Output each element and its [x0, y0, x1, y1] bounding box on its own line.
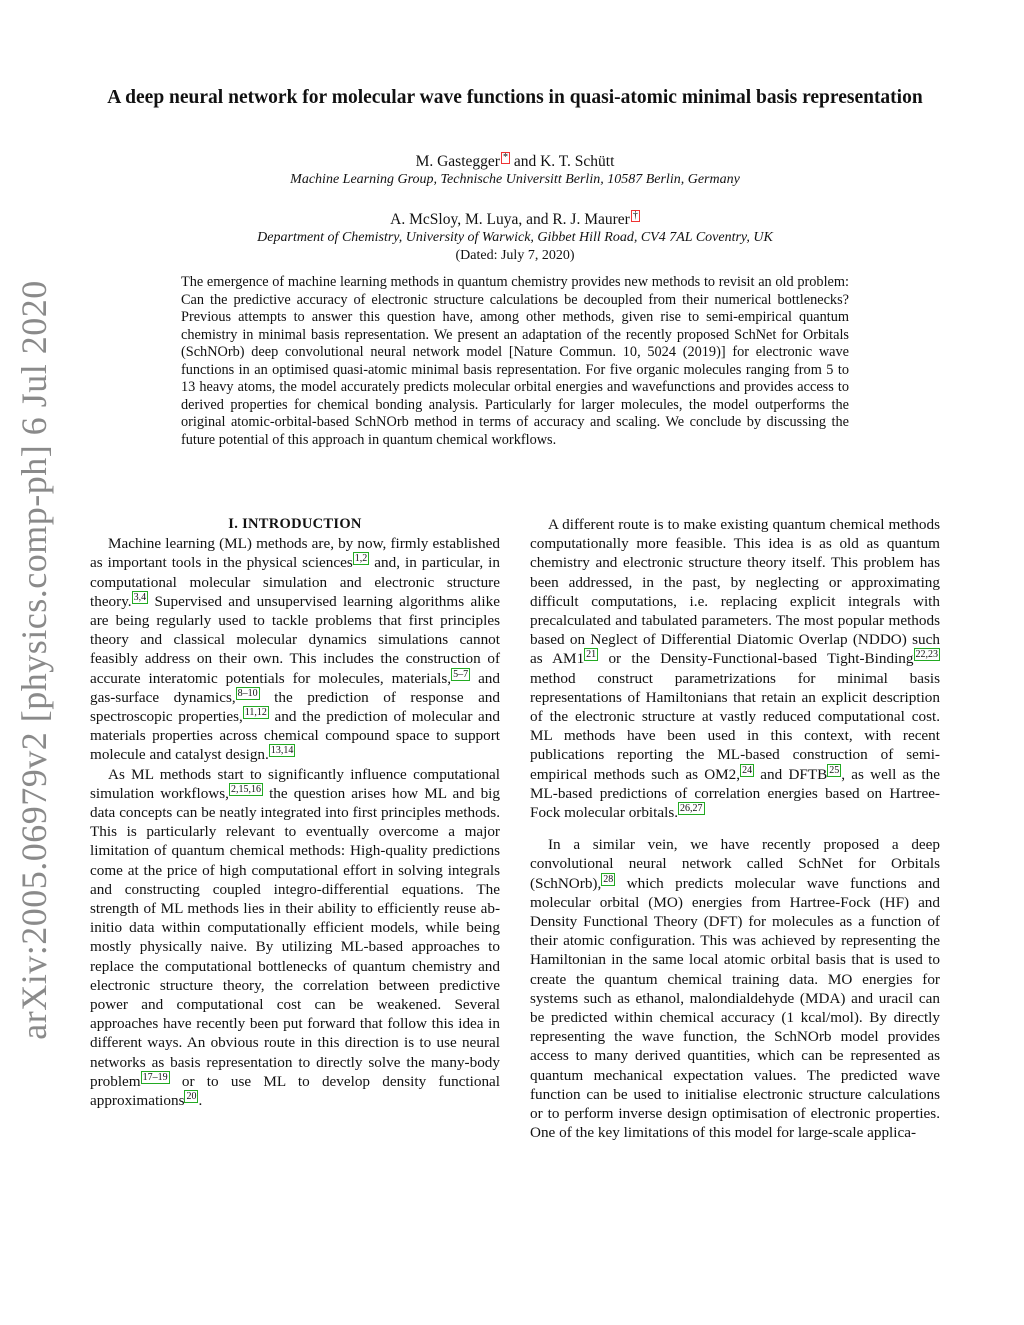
- paragraph: [90, 765, 500, 1111]
- paragraph-text: and the prediction of molecular and materials properties across chemical compound space to support molecule and catalyst design.: [90, 708, 500, 764]
- arxiv-stamp-text: arXiv:2005.06979v2 [physics.comp-ph] 6 Jul 2020: [14, 280, 54, 1040]
- affiliation-2: Department of Chemistry, University of Warwick, Gibbet Hill Road, CV4 7AL Coventry, UK: [257, 230, 773, 245]
- paragraph-text: , as well as the ML-based predictions of correlation energies based on Hartree-Fock molecular orbitals.: [530, 765, 940, 822]
- citation-link[interactable]: 28: [603, 873, 614, 885]
- citation-link[interactable]: 24: [742, 764, 753, 776]
- citation-link[interactable]: 11,12: [244, 706, 267, 718]
- footnote-marker-2[interactable]: †: [632, 210, 638, 221]
- paragraph-text: and DFTB: [754, 765, 828, 783]
- paragraph-text: As ML methods start to significantly influence computational simulation workflows,: [90, 765, 500, 802]
- citation-link[interactable]: 25: [829, 764, 840, 776]
- footnote-marker-1[interactable]: *: [502, 152, 508, 163]
- citation-link[interactable]: 22,23: [915, 649, 938, 661]
- author-gastegger: M. Gastegger: [415, 153, 500, 171]
- left-column: [90, 515, 500, 1110]
- citation-link[interactable]: 2,15,16: [230, 783, 261, 795]
- author-line-1: [90, 152, 940, 171]
- citation-link[interactable]: 20: [186, 1091, 197, 1103]
- affiliation-1: Machine Learning Group, Technische Universitt Berlin, 10587 Berlin, Germany: [290, 172, 740, 187]
- citation-link[interactable]: 13,14: [270, 745, 294, 757]
- date-line: (Dated: July 7, 2020): [455, 248, 575, 263]
- abstract: The emergence of machine learning methods in quantum chemistry provides new methods to revisit an old problem: Can the predictive accuracy of electronic structure calculations be decoupled from their numerical bottlenecks? Previous attempts to answer this question have, among other methods, given rise to semi-empirical quantum chemistry in minimal basis representation. We present an adaptation of the recently proposed SchNet for Orbitals (SchNOrb) deep convolutional neural network model [Nature Commun. 10, 5024 (2019)] for electronic wave functions in an optimised quasi-atomic minimal basis representation. For five organic molecules ranging from 5 to 13 heavy atoms, the model accurately predicts molecular orbital energies and wavefunctions and provides access to derived properties for chemical bonding analysis. Particularly for larger molecules, the model outperforms the original atomic-orbital-based SchNOrb method in terms of accuracy and scaling. We conclude by discussing the future potential of this approach in quantum chemical workflows.: [181, 274, 849, 448]
- paragraph-text: Machine learning (ML) methods are, by now, firmly established as important tools in the physical sciences: [90, 535, 500, 572]
- paragraph-text: or to use ML to develop density functional approximations: [90, 1072, 500, 1110]
- paragraph-text: .: [198, 1092, 203, 1110]
- citation-link[interactable]: 1,2: [354, 553, 368, 565]
- arxiv-stamp: [4, 280, 64, 1040]
- paragraph: [530, 515, 940, 822]
- paragraph-text: Supervised and unsupervised learning algorithms alike are being regularly used to tackle problems that first principles theory and classical molecular dynamics simulations cannot feasibly address on their own. This includes the construction of accurate interatomic potentials for molecules, materials,: [90, 592, 500, 687]
- paragraph-text: method construct parametrizations for minimal basis representations of Hamiltonians that retain an explicit description of the electronic structure at vastly reduced computational cost. ML methods have been used in this context, with recent publications reporting the ML-based construction of semi-empirical methods such as OM2,: [530, 669, 940, 783]
- paragraph-text: which predicts molecular wave functions and molecular orbital (MO) energies from Hartree-Fock (HF) and Density Functional Theory (DFT) for molecules as a function of their atomic configuration. This was achieved by representing the Hamiltonian in the same local atomic orbital basis that is used to create the quantum chemical training data. MO energies for systems such as ethanol, malondialdehyde (MDA) and uracil can be predicted within chemical accuracy (1 kcal/mol). By directly representing the wave function, the SchNOrb model provides access to many derived quantities, which can be represented as quantum mechanical expectation values. The predicted wave function can be used to initialise electronic structure calculations or to perform inverse design optimisation of electronic properties. One of the key limitations of this model for large-scale applica-: [530, 874, 940, 1142]
- paragraph-text: the prediction of response and spectroscopic properties,: [90, 688, 500, 726]
- citation-link[interactable]: 21: [586, 649, 597, 661]
- author-schuett: and K. T. Schütt: [509, 153, 615, 171]
- citation-link[interactable]: 5–7: [453, 668, 469, 680]
- paragraph-text: and gas-surface dynamics,: [90, 669, 500, 706]
- paper-title: A deep neural network for molecular wave functions in quasi-atomic minimal basis representation: [107, 87, 923, 108]
- paragraph: [90, 534, 500, 764]
- paragraph-text: or the Density-Functional-based Tight-Binding: [598, 650, 914, 668]
- citation-link[interactable]: 3,4: [133, 591, 147, 603]
- section-heading: I. INTRODUCTION: [228, 516, 362, 532]
- paragraph-text: A different route is to make existing quantum chemical methods computationally more feasible. This idea is as old as quantum chemistry and electronic structure theory itself. This problem has been addressed, in the past, by neglecting or approximating difficult computations, i.e. replacing explicit integrals with precalculated and tabulated parameters. The most popular methods based on Neglect of Differential Diatomic Overlap (NDDO) such as AM1: [530, 516, 940, 668]
- citation-link[interactable]: 8–10: [237, 687, 258, 699]
- paragraph-text: the question arises how ML and big data concepts can be neatly integrated into first principles methods. This is particularly relevant to eventually overcome a major limitation of quantum chemical methods: High-quality predictions come at the price of high computational effort in solving integrals and constructing coupled integro-differential equations. The strength of ML methods lies in their ability to efficiently reuse ab-initio data within computationally efficient models, while being mostly physically naive. By utilizing ML-based approaches to replace the computational bottlenecks of quantum chemistry and electronic structure theory, the correlation between predictive power and computational cost can be weakened. Several approaches have recently been put forward that follow this idea in different ways. An obvious route in this direction is to use neural networks as basis representation to directly solve the many-body problem: [90, 784, 500, 1090]
- citation-link[interactable]: 26,27: [680, 802, 703, 814]
- citation-link[interactable]: 17–19: [142, 1071, 168, 1083]
- paragraph: [530, 835, 940, 1142]
- author-line-2: [90, 210, 940, 229]
- authors-warwick: A. McSloy, M. Luya, and R. J. Maurer: [390, 211, 630, 229]
- paragraph-text: and, in particular, in computational molecular simulation and electronic structure theory.: [90, 554, 500, 610]
- paragraph-text: In a similar vein, we have recently proposed a deep convolutional neural network called SchNet for Orbitals (SchNOrb),: [530, 836, 940, 892]
- right-column: [530, 515, 940, 1143]
